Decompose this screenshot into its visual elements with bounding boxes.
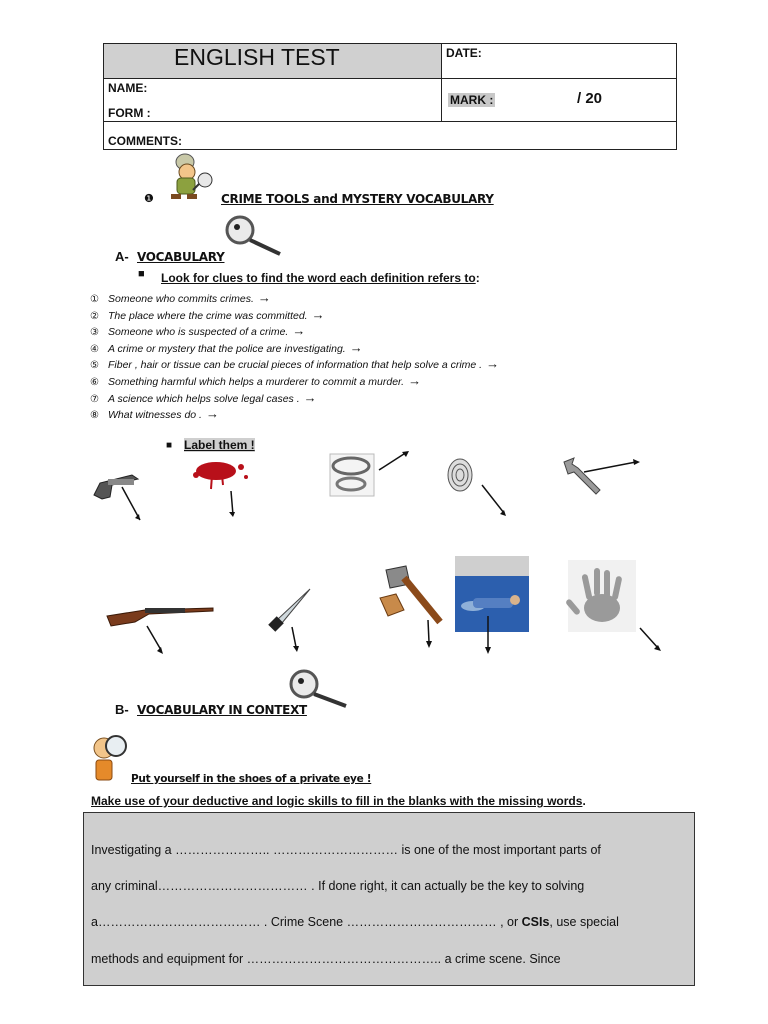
definition-item: ④ A crime or mystery that the police are investigating. → [90,339,363,355]
passage-line-3: a………………………………… . Crime Scene ……………………………… , or CSIs, use special [91,915,619,929]
definition-item: ⑥ Something harmful which helps a murderer to commit a murder. → [90,372,422,388]
section1-bullet: ❶ [144,193,154,205]
test-title: ENGLISH TEST [174,44,340,70]
wrench-icon [560,454,645,500]
square-bullet: ■ [138,268,145,280]
sectionA-title: VOCABULARY [137,250,225,264]
definition-item: ⑦ A science which helps solve legal cases . → [90,389,317,405]
sectionA-letter: A- [115,249,129,264]
passage-line-1: Investigating a ………………….. ………………………… is one of the most important parts of [91,843,601,857]
mark-label: MARK : [450,93,494,107]
square-bullet: ■ [166,440,173,451]
private-eye-text: Put yourself in the shoes of a private eye ! [131,773,372,785]
definition-item: ⑧ What witnesses do . → [90,406,219,422]
context-passage-box [83,812,695,986]
definition-item: ② The place where the crime was committed. → [90,306,325,322]
definition-item: ③ Someone who is suspected of a crime. → [90,323,306,339]
date-cell [442,44,676,79]
passage-line-4: methods and equipment for ……………………………………….. a crime scene. Since [91,952,561,966]
rifle-icon [105,600,217,658]
form-label: FORM : [108,106,151,120]
crime-scene-body-photo [455,556,531,656]
comments-line [221,149,677,150]
header-table [103,43,677,150]
axe-icon [376,564,456,650]
sectionB-letter: B- [115,702,129,717]
sectionB-title: VOCABULARY IN CONTEXT [137,703,307,717]
section1-title: CRIME TOOLS and MYSTERY VOCABULARY [221,192,494,206]
definitions-list [90,290,590,423]
detective-icon [165,150,215,202]
comments-label: COMMENTS: [108,134,182,148]
name-label: NAME: [108,81,148,95]
definition-item: ⑤ Fiber , hair or tissue can be crucial pieces of information that help solve a crime . → [90,356,500,372]
revolver-icon [92,465,142,525]
handprint-icon [566,558,666,654]
fingerprint-icon [444,455,510,521]
passage-line-2: any criminal……………………………… . If done right, it can actually be the key to solving [91,879,585,893]
detective-magnifier-icon [88,734,132,784]
definition-item: ① Someone who commits crimes. → [90,290,271,305]
sectionB-instruction: Make use of your deductive and logic skills to fill in the blanks with the missing words. [91,794,586,808]
sectionA-instruction: Look for clues to find the word each definition refers to: [161,271,480,285]
blood-splatter-icon [186,455,256,520]
rope-icon [329,448,414,500]
title-cell [104,44,442,79]
knife-icon [264,585,320,655]
mark-cell [442,79,676,122]
name-cell [104,79,442,122]
label-instruction: Label them ! [184,438,255,452]
magnifier-icon [224,214,284,258]
date-label: DATE: [446,46,482,60]
mark-total: / 20 [577,90,603,107]
